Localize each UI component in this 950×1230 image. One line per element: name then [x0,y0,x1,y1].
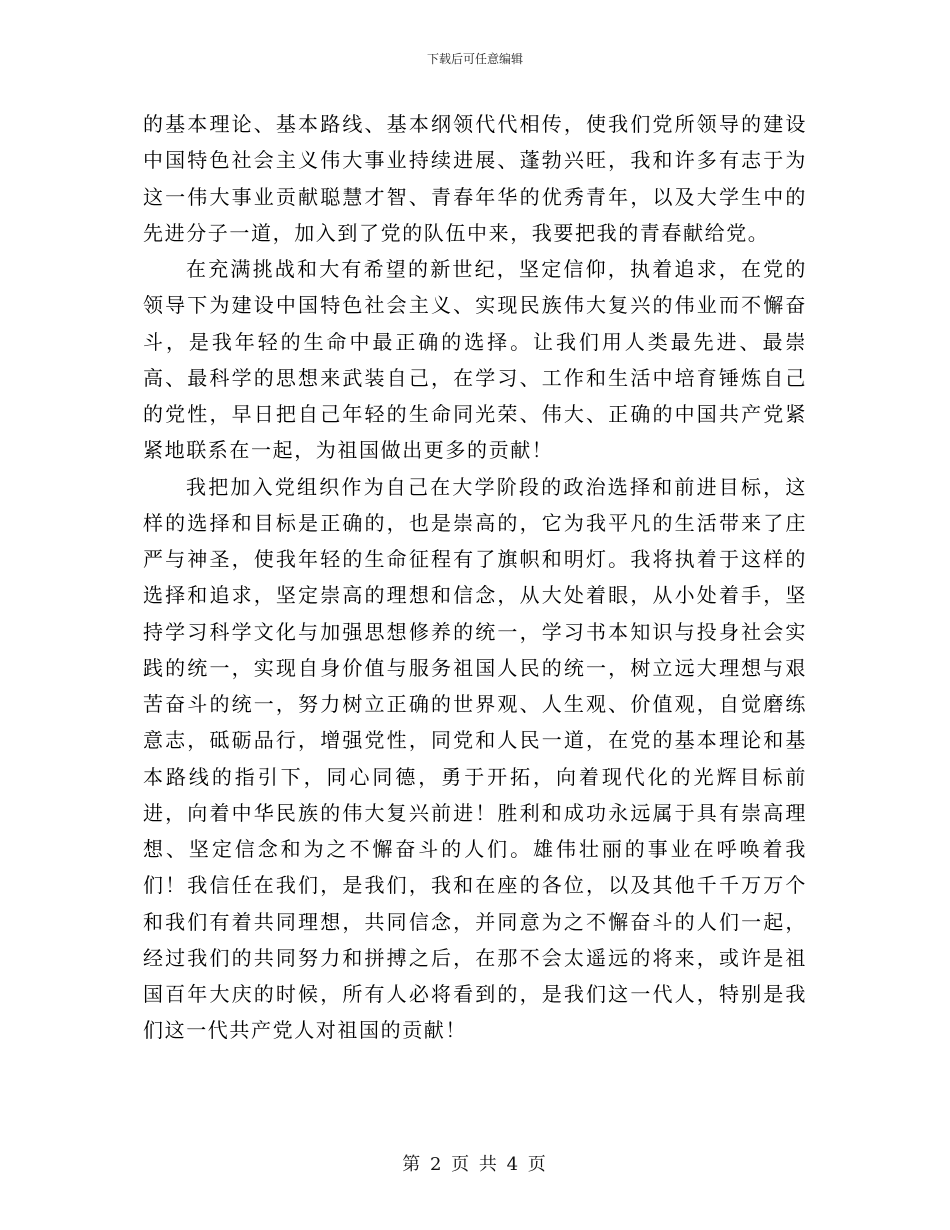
page-header: 下载后可任意编辑 [426,52,523,66]
page-number-footer: 第 2 页 共 4 页 [402,1154,548,1175]
paragraph-party-goal: 我把加入党组织作为自己在大学阶段的政治选择和前进目标，这样的选择和目标是正确的，也是崇高的，它为我平凡的生活带来了庄严与神圣，使我年轻的生命征程有了旗帜和明灯。我将执着于这样的选择和追求，坚定崇高的理想和信念，从大处着眼，从小处着手，坚持学习科学文化与加强思想修养的统一，学习书本知识与投身社会实践的统一，实现自身价值与服务祖国人民的统一，树立远大理想与艰苦奋斗的统一，努力树立正确的世界观、人生观、价值观，自觉磨练意志，砥砺品行，增强党性，同党和人民一道，在党的基本理论和基本路线的指引下，同心同德，勇于开拓，向着现代化的光辉目标前进，向着中华民族的伟大复兴前进！胜利和成功永远属于具有崇高理想、坚定信念和为之不懈奋斗的人们。雄伟壮丽的事业在呼唤着我们！我信任在我们，是我们，我和在座的各位，以及其他千千万万个和我们有着共同理想，共同信念，并同意为之不懈奋斗的人们一起，经过我们的共同努力和拼搏之后，在那不会太遥远的将来，或许是祖国百年大庆的时候，所有人必将看到的，是我们这一代人，特别是我们这一代共产党人对祖国的贡献！ [143,474,807,1043]
paragraph-continuation: 的基本理论、基本路线、基本纲领代代相传，使我们党所领导的建设中国特色社会主义伟大事业持续进展、蓬勃兴旺，我和许多有志于为这一伟大事业贡献聪慧才智、青春年华的优秀青年，以及大学生中的先进分子一道，加入到了党的队伍中来，我要把我的青春献给党。 [143,112,807,245]
document-body [143,106,807,1049]
paragraph-new-century: 在充满挑战和大有希望的新世纪，坚定信仰，执着追求，在党的领导下为建设中国特色社会主义、实现民族伟大复兴的伟业而不懈奋斗，是我年轻的生命中最正确的选择。让我们用人类最先进、最崇高、最科学的思想来武装自己，在学习、工作和生活中培育锤炼自己的党性，早日把自己年轻的生命同光荣、伟大、正确的中国共产党紧紧地联系在一起，为祖国做出更多的贡献！ [143,257,807,463]
